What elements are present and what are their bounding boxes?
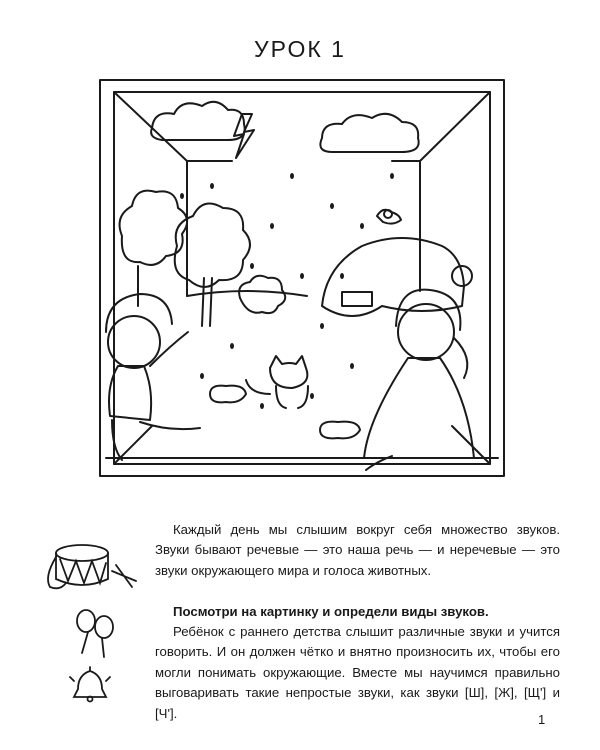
window-scene-illustration bbox=[92, 76, 512, 486]
boy-head bbox=[108, 316, 160, 368]
cat bbox=[270, 356, 307, 388]
intro-paragraph: Каждый день мы слышим вокруг себя множество звуков. Звуки бывают речевые — это наша речь — и неречевые — это звуки окружающего мира и голоса животных. bbox=[155, 522, 560, 578]
page-number: 1 bbox=[538, 712, 546, 727]
lesson-title: УРОК 1 bbox=[254, 36, 346, 62]
boy-body bbox=[109, 366, 151, 420]
puddle-right bbox=[320, 422, 360, 439]
bell-icon bbox=[70, 667, 110, 702]
bush bbox=[239, 276, 285, 313]
margin-icons bbox=[40, 535, 140, 705]
cloud-right bbox=[320, 114, 418, 152]
bird bbox=[377, 210, 401, 224]
task-paragraph: Посмотри на картинку и определи виды звуков. bbox=[173, 604, 489, 619]
girl-head bbox=[398, 304, 454, 360]
girl-dress bbox=[364, 358, 474, 458]
maracas-icon bbox=[77, 610, 113, 657]
explanation-paragraph: Ребёнок с раннего детства слышит различные звуки и учится говорить. И он должен чётко и внятно произносить их, чтобы его могли понимать окружающие. Вместе мы научимся правильно выговаривать такие непростые звуки, как звуки [Ш], [Ж], [Щ'] и [Ч']. bbox=[155, 624, 560, 721]
drum-icon bbox=[48, 545, 136, 588]
cloud-left bbox=[151, 102, 245, 140]
puddle-left bbox=[210, 386, 246, 403]
